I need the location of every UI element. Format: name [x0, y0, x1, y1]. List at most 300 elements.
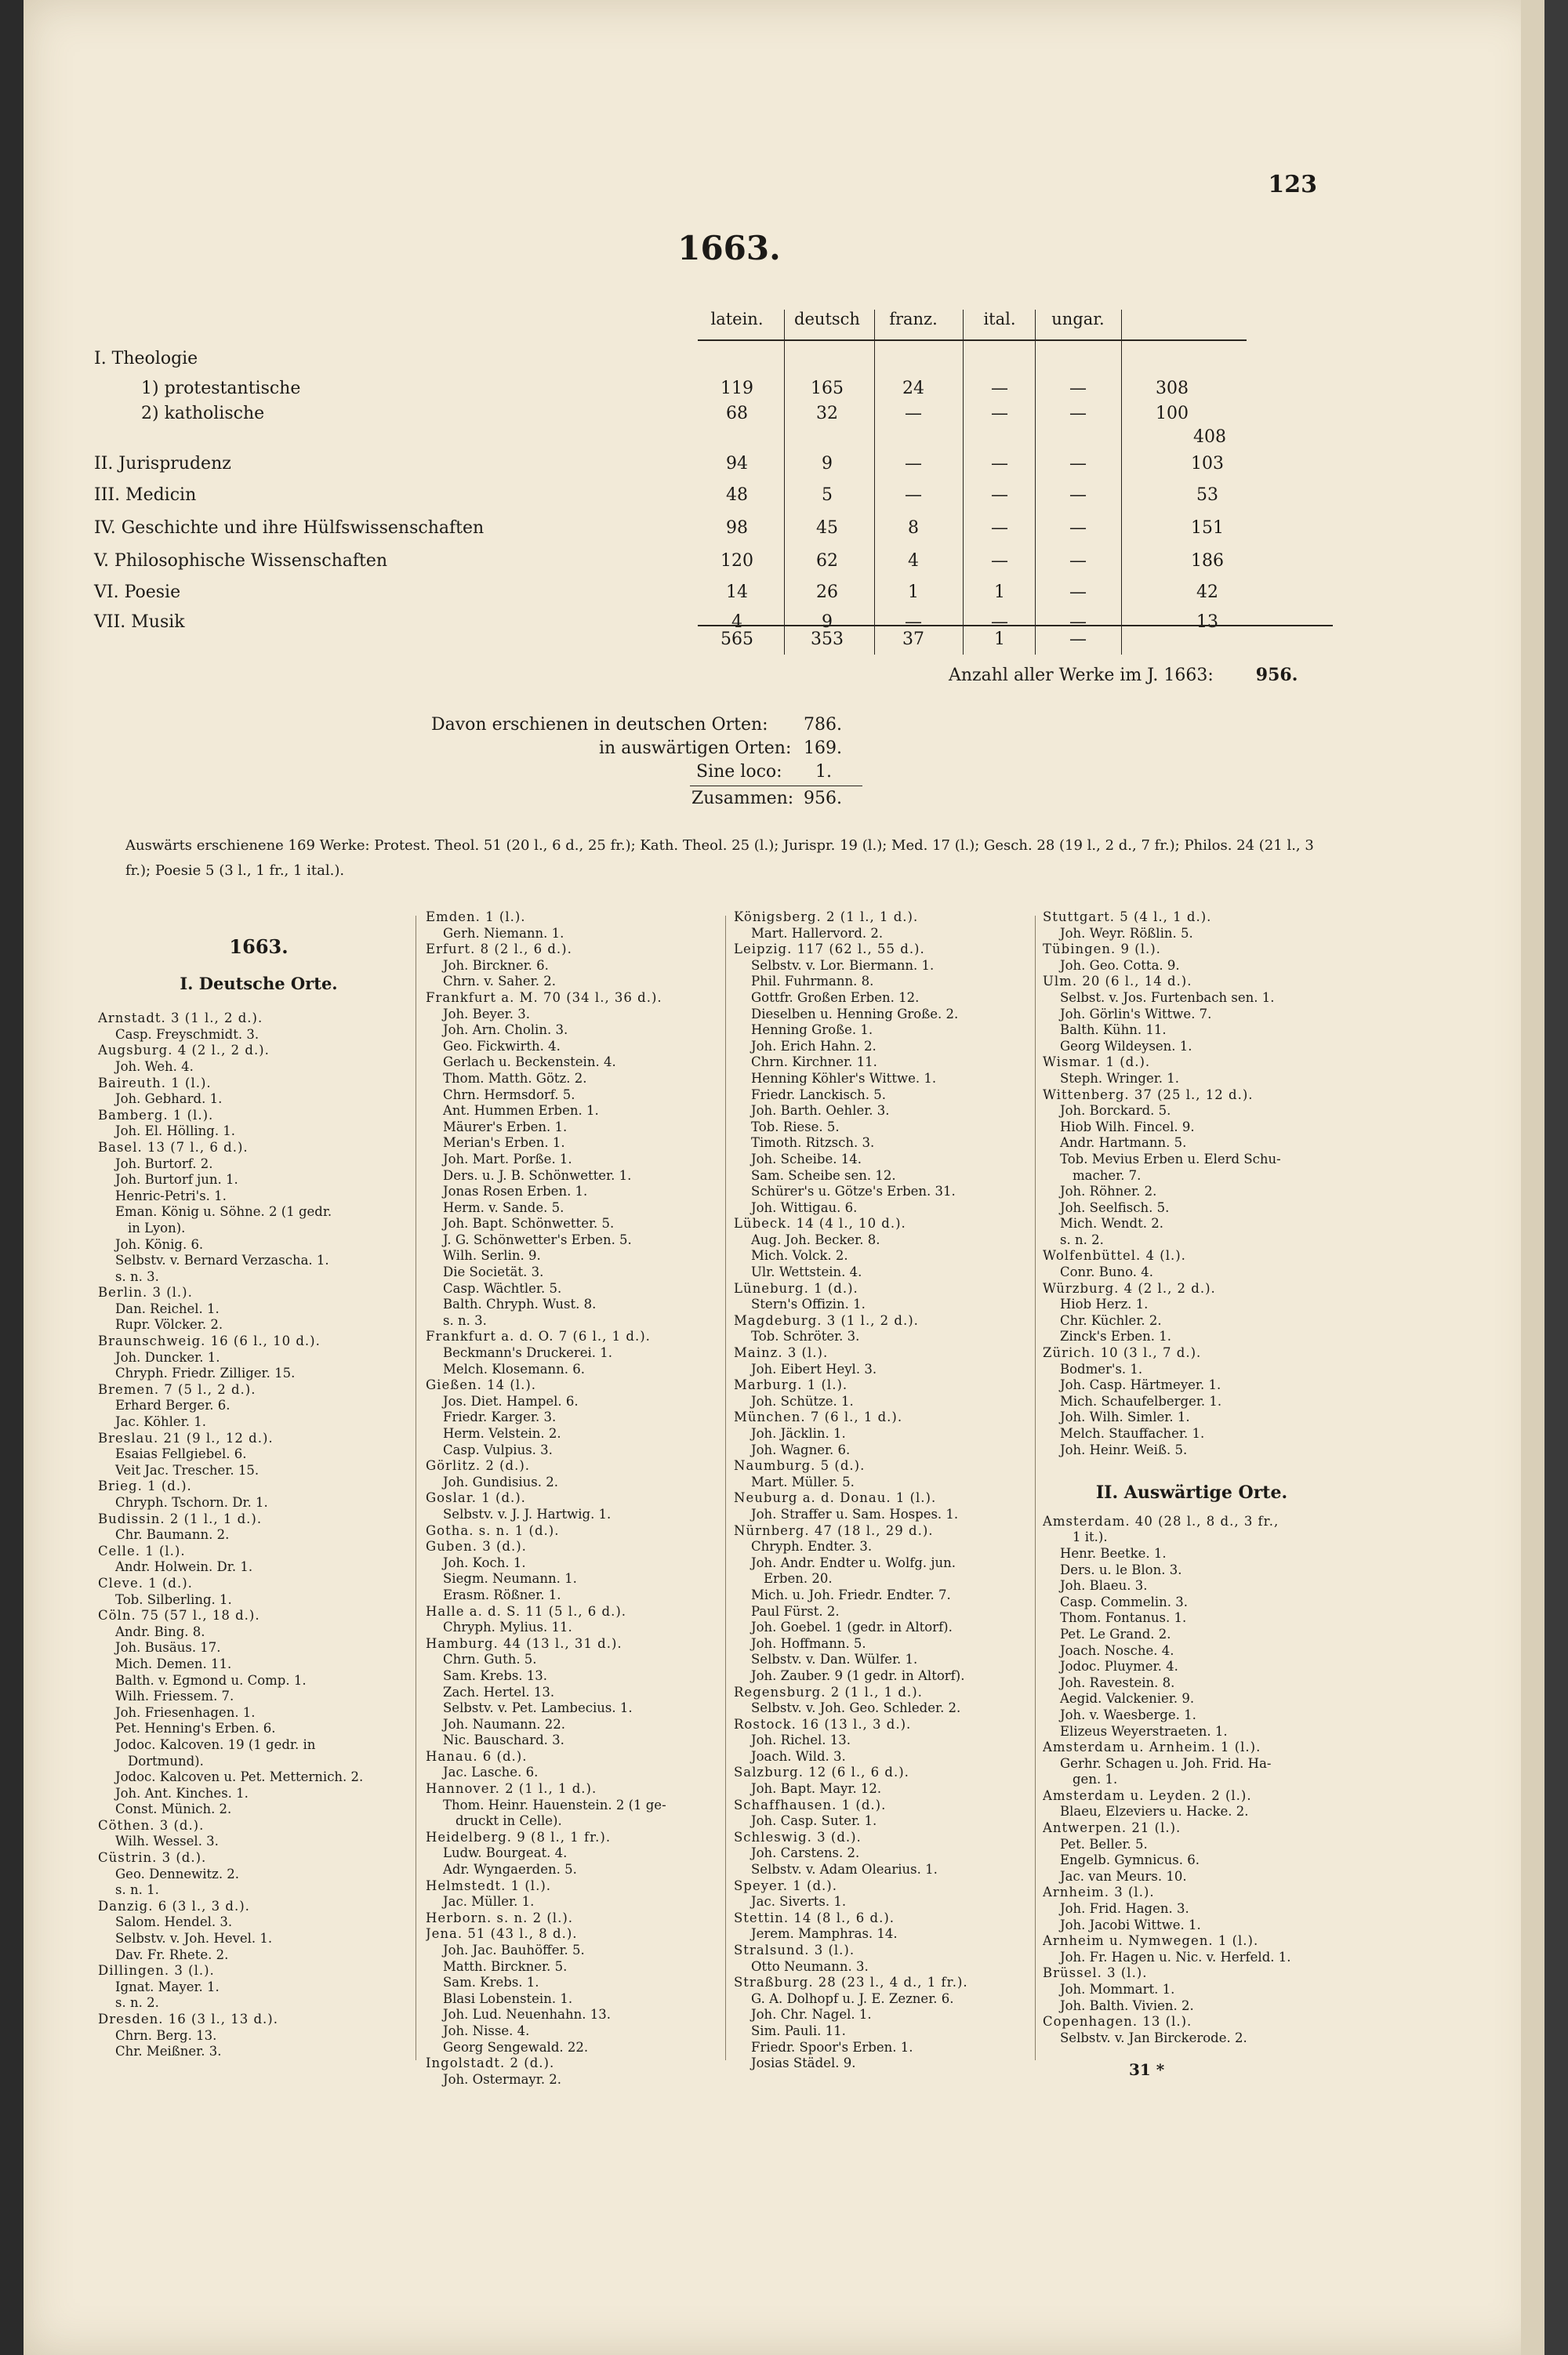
list-item: Berlin. 3 (l.). — [98, 1285, 193, 1301]
list-item: Jodoc. Kalcoven u. Pet. Metternich. 2. — [115, 1769, 364, 1785]
list-item: Ders. u. le Blon. 3. — [1060, 1562, 1182, 1577]
list-item: Thom. Matth. Götz. 2. — [443, 1070, 587, 1086]
list-item: Esaias Fellgiebel. 6. — [115, 1446, 247, 1462]
list-item: Marburg. 1 (l.). — [734, 1377, 848, 1393]
list-item: Merian's Erben. 1. — [443, 1135, 565, 1151]
row-label: 1) protestantische — [141, 379, 301, 398]
year-heading: 1663. — [677, 229, 781, 267]
list-item: Wilh. Wessel. 3. — [115, 1834, 219, 1849]
list-item: Balth. Chryph. Wust. 8. — [443, 1297, 597, 1312]
list-item: Dav. Fr. Rhete. 2. — [115, 1947, 229, 1962]
list-item: Tob. Mevius Erben u. Elerd Schu- — [1060, 1151, 1281, 1167]
list-item: Henric-Petri's. 1. — [115, 1188, 227, 1203]
list-item: Beckmann's Druckerei. 1. — [443, 1345, 613, 1361]
row-label: V. Philosophische Wissenschaften — [94, 551, 388, 571]
table-cell: — — [1069, 404, 1087, 423]
foreign-places-heading: II. Auswärtige Orte. — [1095, 1482, 1288, 1504]
list-item: Ulm. 20 (6 l., 14 d.). — [1043, 974, 1192, 989]
list-item: Erhard Berger. 6. — [115, 1398, 230, 1413]
table-row — [94, 551, 1329, 579]
origin-foreign-value: 169. — [804, 738, 842, 758]
table-cell: — — [991, 485, 1008, 505]
list-item: Joh. Fr. Hagen u. Nic. v. Herfeld. 1. — [1060, 1949, 1291, 1965]
list-item: Herborn. s. n. 2 (l.). — [426, 1910, 573, 1925]
table-row — [94, 427, 1329, 455]
list-item: Hamburg. 44 (13 l., 31 d.). — [426, 1635, 622, 1651]
list-item: Selbstv. v. J. J. Hartwig. 1. — [443, 1506, 612, 1522]
list-item: Joh. Weyr. Rößlin. 5. — [1060, 925, 1193, 941]
column-2 — [426, 909, 728, 2088]
list-item: Chryph. Friedr. Zilliger. 15. — [115, 1366, 296, 1381]
list-item: Speyer. 1 (d.). — [734, 1878, 837, 1893]
list-item: Casp. Freyschmidt. 3. — [115, 1026, 260, 1042]
table-header-row — [94, 310, 1329, 341]
list-item: Joh. Ostermayr. 2. — [443, 2071, 562, 2087]
list-item: Ignat. Mayer. 1. — [115, 1979, 220, 1994]
column-totals-row — [94, 630, 1329, 658]
table-cell: 9 — [822, 612, 833, 632]
origin-sineloco-value: 1. — [815, 762, 832, 782]
list-item: Schleswig. 3 (d.). — [734, 1829, 862, 1845]
table-cell: 98 — [726, 518, 748, 538]
list-item: Geo. Fickwirth. 4. — [443, 1038, 561, 1054]
list-item: Henning Große. 1. — [751, 1022, 873, 1038]
list-item: Chr. Meißner. 3. — [115, 2044, 222, 2059]
list-item: Nürnberg. 47 (18 l., 29 d.). — [734, 1522, 934, 1538]
table-row — [94, 518, 1329, 546]
list-item: Selbstv. v. Joh. Hevel. 1. — [115, 1931, 273, 1947]
table-cell: — — [1069, 485, 1087, 505]
list-item: Stern's Offizin. 1. — [751, 1297, 866, 1312]
column-3 — [734, 909, 1036, 2072]
table-cell: 5 — [822, 485, 833, 505]
list-item: Gottfr. Großen Erben. 12. — [751, 989, 920, 1005]
list-item: Melch. Stauffacher. 1. — [1060, 1426, 1205, 1441]
list-item: Friedr. Spoor's Erben. 1. — [751, 2039, 913, 2055]
list-item: Joh. König. 6. — [115, 1236, 204, 1252]
list-item: Tob. Silberling. 1. — [115, 1591, 232, 1607]
list-item: Gerlach u. Beckenstein. 4. — [443, 1054, 616, 1070]
list-item: Selbstv. v. Adam Olearius. 1. — [751, 1862, 938, 1878]
list-item: Joach. Wild. 3. — [751, 1748, 846, 1764]
list-item: Joh. Jacobi Wittwe. 1. — [1060, 1917, 1201, 1932]
list-item: Joh. Gebhard. 1. — [115, 1091, 223, 1107]
list-item: Hanau. 6 (d.). — [426, 1748, 528, 1764]
list-item: Breslau. 21 (9 l., 12 d.). — [98, 1430, 274, 1446]
list-item: Dortmund). — [128, 1753, 204, 1769]
list-item: Ulr. Wettstein. 4. — [751, 1265, 862, 1280]
list-item: Joh. Busäus. 17. — [115, 1640, 221, 1656]
list-item: Stralsund. 3 (l.). — [734, 1943, 855, 1958]
list-item: Joh. Lud. Neuenhahn. 13. — [443, 2007, 611, 2023]
list-item: Joh. Mart. Porße. 1. — [443, 1151, 572, 1167]
list-item: Adr. Wyngaerden. 5. — [443, 1862, 577, 1878]
foreign-works-note: Auswärts erschienene 169 Werke: Protest. Theol. 51 (20 l., 6 d., 25 fr.); Kath. Theol. 25 (l.); Jurispr. 19 (l.); Med. 17 (l.); Gesch. 28 (19 l., 2 d., 7 fr.); Philos. 24 (21 l., 3 fr.); Poesie 5 (3 l., 1 fr., 1 ital.). — [125, 837, 1314, 879]
list-item: Joh. Röhner. 2. — [1060, 1184, 1157, 1199]
list-item: Mich. Volck. 2. — [751, 1248, 848, 1264]
header-rule — [698, 339, 1247, 341]
list-item: Zach. Hertel. 13. — [443, 1684, 555, 1700]
table-cell: — — [991, 404, 1008, 423]
list-item: Celle. 1 (l.). — [98, 1543, 186, 1559]
list-item: Blasi Lobenstein. 1. — [443, 1990, 573, 2006]
list-item: Brieg. 1 (d.). — [98, 1479, 192, 1494]
list-item: Magdeburg. 3 (1 l., 2 d.). — [734, 1312, 919, 1328]
scan-binding-edge — [0, 0, 24, 2355]
list-item: Georg Sengewald. 22. — [443, 2039, 589, 2055]
list-item: Nic. Bauschard. 3. — [443, 1733, 564, 1748]
list-item: Görlitz. 2 (d.). — [426, 1458, 531, 1474]
list-item: Salzburg. 12 (6 l., 6 d.). — [734, 1765, 909, 1780]
table-cell: 4 — [731, 612, 742, 632]
column-rule — [725, 916, 726, 2060]
col-header-german: deutsch — [794, 310, 860, 328]
list-item: Geo. Dennewitz. 2. — [115, 1866, 240, 1881]
table-cell: — — [991, 379, 1008, 398]
list-item: Joh. Wilh. Simler. 1. — [1060, 1410, 1190, 1425]
list-item: Die Societät. 3. — [443, 1265, 544, 1280]
row-label: III. Medicin — [94, 485, 197, 505]
list-item: Georg Wildeysen. 1. — [1060, 1038, 1192, 1054]
list-item: Selbstv. v. Lor. Biermann. 1. — [751, 957, 935, 973]
list-item: Selbstv. v. Jan Birckerode. 2. — [1060, 2030, 1247, 2045]
row-total: 186 — [1191, 551, 1224, 571]
table-cell: — — [1069, 582, 1087, 602]
list-item: Andr. Hartmann. 5. — [1060, 1135, 1187, 1151]
german-places-heading: I. Deutsche Orte. — [180, 973, 338, 993]
list-item: Rostock. 16 (13 l., 3 d.). — [734, 1716, 912, 1732]
list-item: Chr. Küchler. 2. — [1060, 1312, 1162, 1328]
table-cell: 1 — [908, 582, 919, 602]
list-item: Gerh. Niemann. 1. — [443, 925, 564, 941]
table-cell: 26 — [816, 582, 838, 602]
list-item: Frankfurt a. M. 70 (34 l., 36 d.). — [426, 989, 662, 1005]
list-item: Thom. Heinr. Hauenstein. 2 (1 ge- — [443, 1797, 666, 1813]
table-cell: 32 — [816, 404, 838, 423]
list-item: in Lyon). — [128, 1220, 186, 1236]
list-item: Selbstv. v. Bernard Verzascha. 1. — [115, 1253, 329, 1268]
list-item: Salom. Hendel. 3. — [115, 1914, 233, 1930]
table-cell: 165 — [811, 379, 844, 398]
list-item: Joh. Burtorf jun. 1. — [115, 1172, 238, 1188]
list-item: Jac. van Meurs. 10. — [1060, 1868, 1187, 1884]
list-item: Neuburg a. d. Donau. 1 (l.). — [734, 1490, 937, 1506]
list-item: Sam. Scheibe sen. 12. — [751, 1167, 896, 1183]
printer-signature-mark: 31 * — [1129, 2060, 1165, 2079]
list-item: Copenhagen. 13 (l.). — [1043, 2014, 1192, 2030]
list-item: Stuttgart. 5 (4 l., 1 d.). — [1043, 909, 1212, 924]
list-item: Regensburg. 2 (1 l., 1 d.). — [734, 1684, 923, 1700]
list-item: Joh. Friesenhagen. 1. — [115, 1704, 256, 1720]
list-item: Joh. Geo. Cotta. 9. — [1060, 957, 1180, 973]
list-item: Joh. Chr. Nagel. 1. — [751, 2007, 872, 2023]
table-cell: 8 — [908, 518, 919, 538]
table-cell: 48 — [726, 485, 748, 505]
list-item: Andr. Holwein. Dr. 1. — [115, 1559, 253, 1575]
table-cell: 1 — [994, 582, 1005, 602]
list-item: Mart. Hallervord. 2. — [751, 925, 884, 941]
list-item: Bamberg. 1 (l.). — [98, 1107, 214, 1123]
table-cell: — — [991, 454, 1008, 474]
list-item: Dillingen. 3 (l.). — [98, 1963, 215, 1979]
list-item: Joh. Hoffmann. 5. — [751, 1635, 866, 1651]
table-cell: — — [1069, 454, 1087, 474]
list-item: Joh. Casp. Härtmeyer. 1. — [1060, 1377, 1221, 1393]
list-item: Bodmer's. 1. — [1060, 1361, 1143, 1377]
list-item: s. n. 2. — [115, 1995, 159, 2011]
list-item: Steph. Wringer. 1. — [1060, 1070, 1180, 1086]
list-item: Aug. Joh. Becker. 8. — [751, 1232, 880, 1247]
row-total: 151 — [1191, 518, 1224, 538]
list-item: Joh. Burtorf. 2. — [115, 1156, 213, 1171]
list-item: Melch. Klosemann. 6. — [443, 1361, 586, 1377]
page-number: 123 — [1268, 171, 1317, 198]
list-item: Antwerpen. 21 (l.). — [1043, 1820, 1181, 1836]
grand-total-line — [949, 665, 1298, 685]
list-item: Veit Jac. Trescher. 15. — [115, 1462, 260, 1478]
list-item: Hiob Wilh. Fincel. 9. — [1060, 1119, 1195, 1134]
list-item: Augsburg. 4 (2 l., 2 d.). — [98, 1043, 270, 1058]
german-places-list-part-1 — [98, 1011, 419, 2060]
list-item: Thom. Fontanus. 1. — [1060, 1610, 1187, 1626]
list-item: Amsterdam u. Leyden. 2 (l.). — [1043, 1787, 1252, 1803]
row-total: 308 — [1156, 379, 1189, 398]
total-hungarian: — — [1069, 630, 1087, 649]
grand-total-value: 956. — [1255, 665, 1298, 685]
list-item: Joh. Heinr. Weiß. 5. — [1060, 1442, 1188, 1457]
list-item: Joh. Koch. 1. — [443, 1555, 526, 1570]
list-item: Sim. Pauli. 11. — [751, 2023, 846, 2038]
list-item: Mich. Wendt. 2. — [1060, 1216, 1163, 1232]
table-cell: 119 — [720, 379, 753, 398]
list-item: Gießen. 14 (l.). — [426, 1377, 537, 1393]
list-item: Engelb. Gymnicus. 6. — [1060, 1852, 1200, 1868]
list-item: Ant. Hummen Erben. 1. — [443, 1103, 599, 1119]
list-item: Joh. Barth. Oehler. 3. — [751, 1103, 890, 1119]
list-item: Erfurt. 8 (2 l., 6 d.). — [426, 942, 572, 957]
list-item: Timoth. Ritzsch. 3. — [751, 1135, 875, 1151]
table-cell: 62 — [816, 551, 838, 571]
row-label: 2) katholische — [141, 404, 265, 423]
total-latin: 565 — [720, 630, 753, 649]
list-item: Ingolstadt. 2 (d.). — [426, 2056, 555, 2071]
list-item: Chrn. v. Saher. 2. — [443, 974, 556, 989]
col-header-italian: ital. — [983, 310, 1016, 328]
list-item: Braunschweig. 16 (6 l., 10 d.). — [98, 1334, 321, 1349]
grand-total-label: Anzahl aller Werke im J. 1663: — [949, 666, 1214, 685]
list-item: Joh. Carstens. 2. — [751, 1845, 860, 1861]
list-item: Ders. u. J. B. Schönwetter. 1. — [443, 1167, 632, 1183]
list-item: Amsterdam. 40 (28 l., 8 d., 3 fr., — [1043, 1513, 1279, 1529]
table-cell: 45 — [816, 518, 838, 538]
list-item: Herm. v. Sande. 5. — [443, 1199, 564, 1215]
row-total: 53 — [1196, 485, 1218, 505]
list-item: Joh. Andr. Endter u. Wolfg. jun. — [751, 1555, 956, 1570]
list-item: Casp. Commelin. 3. — [1060, 1594, 1189, 1609]
list-item: Matth. Birckner. 5. — [443, 1958, 568, 1974]
table-cell: — — [991, 612, 1008, 632]
list-item: Mich. Demen. 11. — [115, 1656, 232, 1671]
list-item: Erben. 20. — [764, 1571, 833, 1587]
row-total: 100 — [1156, 404, 1189, 423]
list-item: Wilh. Friessem. 7. — [115, 1689, 234, 1704]
list-item: Arnstadt. 3 (1 l., 2 d.). — [98, 1011, 263, 1026]
list-item: Erasm. Rößner. 1. — [443, 1587, 561, 1602]
list-item: Jodoc. Kalcoven. 19 (1 gedr. in — [115, 1736, 316, 1752]
list-item: Joh. Goebel. 1 (gedr. in Altorf). — [751, 1620, 953, 1635]
list-item: Balth. v. Egmond u. Comp. 1. — [115, 1672, 307, 1688]
list-item: Mainz. 3 (l.). — [734, 1345, 829, 1361]
list-item: Wilh. Serlin. 9. — [443, 1248, 541, 1264]
list-item: Rupr. Völcker. 2. — [115, 1317, 223, 1333]
table-row — [94, 485, 1329, 513]
list-item: Otto Neumann. 3. — [751, 1958, 869, 1974]
list-item: Joh. Birckner. 6. — [443, 957, 549, 973]
list-item: München. 7 (6 l., 1 d.). — [734, 1410, 903, 1425]
table-cell: 14 — [726, 582, 748, 602]
total-french: 37 — [902, 630, 924, 649]
list-item: Tübingen. 9 (l.). — [1043, 942, 1161, 957]
list-item: Emden. 1 (l.). — [426, 909, 526, 924]
list-item: druckt in Celle). — [456, 1813, 562, 1829]
list-item: Bremen. 7 (5 l., 2 d.). — [98, 1381, 256, 1397]
table-cell: — — [1069, 379, 1087, 398]
list-item: Wittenberg. 37 (25 l., 12 d.). — [1043, 1087, 1254, 1102]
list-item: Chrn. Guth. 5. — [443, 1652, 537, 1667]
list-item: s. n. 2. — [1060, 1232, 1104, 1247]
list-item: Joh. Wittigau. 6. — [751, 1199, 858, 1215]
list-item: Joh. El. Hölling. 1. — [115, 1123, 236, 1139]
list-item: Joh. Jäcklin. 1. — [751, 1426, 846, 1441]
list-item: 1 it.). — [1073, 1529, 1108, 1545]
list-item: Chryph. Tschorn. Dr. 1. — [115, 1495, 268, 1510]
total-italian: 1 — [994, 630, 1005, 649]
table-row — [94, 379, 1329, 407]
list-item: Hiob Herz. 1. — [1060, 1297, 1149, 1312]
list-item: Dieselben u. Henning Große. 2. — [751, 1006, 959, 1021]
list-item: Jac. Müller. 1. — [443, 1894, 535, 1910]
col-header-french: franz. — [889, 310, 938, 328]
list-item: Arnheim u. Nymwegen. 1 (l.). — [1043, 1933, 1259, 1949]
list-item: Selbstv. v. Joh. Geo. Schleder. 2. — [751, 1700, 961, 1716]
list-item: Danzig. 6 (3 l., 3 d.). — [98, 1898, 250, 1914]
list-item: Gerhr. Schagen u. Joh. Frid. Ha- — [1060, 1755, 1272, 1771]
list-item: Joh. Bapt. Schönwetter. 5. — [443, 1216, 615, 1232]
table-cell: — — [905, 612, 922, 632]
list-item: Mich. Schaufelberger. 1. — [1060, 1393, 1222, 1409]
list-item: J. G. Schönwetter's Erben. 5. — [443, 1232, 632, 1247]
list-item: Chryph. Mylius. 11. — [443, 1620, 572, 1635]
list-item: Joh. Erich Hahn. 2. — [751, 1038, 877, 1054]
origin-german-value: 786. — [804, 715, 842, 735]
list-item: Joach. Nosche. 4. — [1060, 1642, 1174, 1658]
list-item: Joh. Arn. Cholin. 3. — [443, 1022, 568, 1038]
list-item: Joh. Bapt. Mayr. 12. — [751, 1781, 882, 1797]
list-item: Schaffhausen. 1 (d.). — [734, 1797, 887, 1813]
german-places-list-part-3 — [734, 909, 1036, 2072]
list-item: Jodoc. Pluymer. 4. — [1060, 1659, 1178, 1675]
list-item: Selbst. v. Jos. Furtenbach sen. 1. — [1060, 989, 1275, 1005]
list-item: Jena. 51 (43 l., 8 d.). — [426, 1926, 578, 1942]
list-item: Casp. Wächtler. 5. — [443, 1280, 562, 1296]
origin-sineloco-label: Sine loco: — [696, 762, 782, 782]
table-cell: — — [1069, 518, 1087, 538]
list-item: Wolfenbüttel. 4 (l.). — [1043, 1248, 1186, 1264]
list-item: Pet. Le Grand. 2. — [1060, 1626, 1171, 1642]
list-item: Pet. Beller. 5. — [1060, 1836, 1148, 1852]
list-item: Arnheim. 3 (l.). — [1043, 1885, 1155, 1900]
list-item: Goslar. 1 (d.). — [426, 1490, 526, 1506]
list-item: Andr. Bing. 8. — [115, 1624, 205, 1639]
table-cell: 94 — [726, 454, 748, 474]
page-fore-edge — [1521, 0, 1544, 2355]
list-item: Pet. Henning's Erben. 6. — [115, 1721, 276, 1736]
list-item: macher. 7. — [1073, 1167, 1142, 1183]
list-item: gen. 1. — [1073, 1772, 1118, 1787]
col-header-latin: latein. — [710, 310, 764, 328]
list-item: s. n. 1. — [115, 1882, 159, 1898]
list-item: Jac. Siverts. 1. — [751, 1894, 847, 1910]
list-item: Halle a. d. S. 11 (5 l., 6 d.). — [426, 1603, 627, 1619]
list-item: Joh. Nisse. 4. — [443, 2023, 530, 2038]
list-item: Balth. Kühn. 11. — [1060, 1022, 1167, 1038]
col-header-hungarian: ungar. — [1051, 310, 1105, 328]
list-item: Joh. Mommart. 1. — [1060, 1982, 1175, 1997]
list-item: Joh. Scheibe. 14. — [751, 1151, 862, 1167]
row-total: 42 — [1196, 582, 1218, 602]
table-cell: — — [1069, 612, 1087, 632]
table-cell: 4 — [908, 551, 919, 571]
list-item: Hannover. 2 (1 l., 1 d.). — [426, 1781, 597, 1797]
list-item: s. n. 3. — [443, 1312, 487, 1328]
list-item: Selbstv. v. Dan. Wülfer. 1. — [751, 1652, 918, 1667]
list-item: Chryph. Endter. 3. — [751, 1539, 873, 1555]
list-item: Mich. u. Joh. Friedr. Endter. 7. — [751, 1587, 951, 1602]
list-item: Joh. Zauber. 9 (1 gedr. in Altorf). — [751, 1667, 965, 1683]
list-item: Amsterdam u. Arnheim. 1 (l.). — [1043, 1740, 1261, 1755]
list-item: Joh. Wagner. 6. — [751, 1442, 851, 1457]
list-item: Joh. Naumann. 22. — [443, 1716, 566, 1732]
list-item: Cöln. 75 (57 l., 18 d.). — [98, 1608, 260, 1624]
list-item: Leipzig. 117 (62 l., 55 d.). — [734, 942, 925, 957]
column-4 — [1043, 909, 1341, 2046]
list-item: Joh. Görlin's Wittwe. 7. — [1060, 1006, 1212, 1021]
table-cell: — — [991, 518, 1008, 538]
list-item: Herm. Velstein. 2. — [443, 1426, 561, 1441]
list-item: Joh. Borckard. 5. — [1060, 1103, 1171, 1119]
list-item: Königsberg. 2 (1 l., 1 d.). — [734, 909, 919, 924]
list-item: Jac. Lasche. 6. — [443, 1765, 539, 1780]
list-item: Aegid. Valckenier. 9. — [1060, 1691, 1195, 1707]
list-item: Lüneburg. 1 (d.). — [734, 1280, 858, 1296]
list-item: Chrn. Hermsdorf. 5. — [443, 1087, 575, 1102]
list-item: Chr. Baumann. 2. — [115, 1527, 230, 1543]
list-item: Jac. Köhler. 1. — [115, 1414, 206, 1430]
list-item: Wismar. 1 (d.). — [1043, 1054, 1151, 1070]
origin-german-label: Davon erschienen in deutschen Orten: — [431, 715, 768, 735]
list-item: Joh. Gundisius. 2. — [443, 1474, 559, 1490]
list-item: Joh. Jac. Bauhöffer. 5. — [443, 1943, 585, 1958]
list-item: Chrn. Kirchner. 11. — [751, 1054, 877, 1070]
list-item: Dan. Reichel. 1. — [115, 1301, 220, 1316]
list-item: Jerem. Mamphras. 14. — [751, 1926, 898, 1942]
table-cell: 9 — [822, 454, 833, 474]
list-item: Mart. Müller. 5. — [751, 1474, 855, 1490]
list-item: Joh. Schütze. 1. — [751, 1393, 854, 1409]
table-row — [94, 582, 1329, 611]
list-item: Joh. Duncker. 1. — [115, 1349, 220, 1365]
table-row — [94, 349, 1329, 377]
